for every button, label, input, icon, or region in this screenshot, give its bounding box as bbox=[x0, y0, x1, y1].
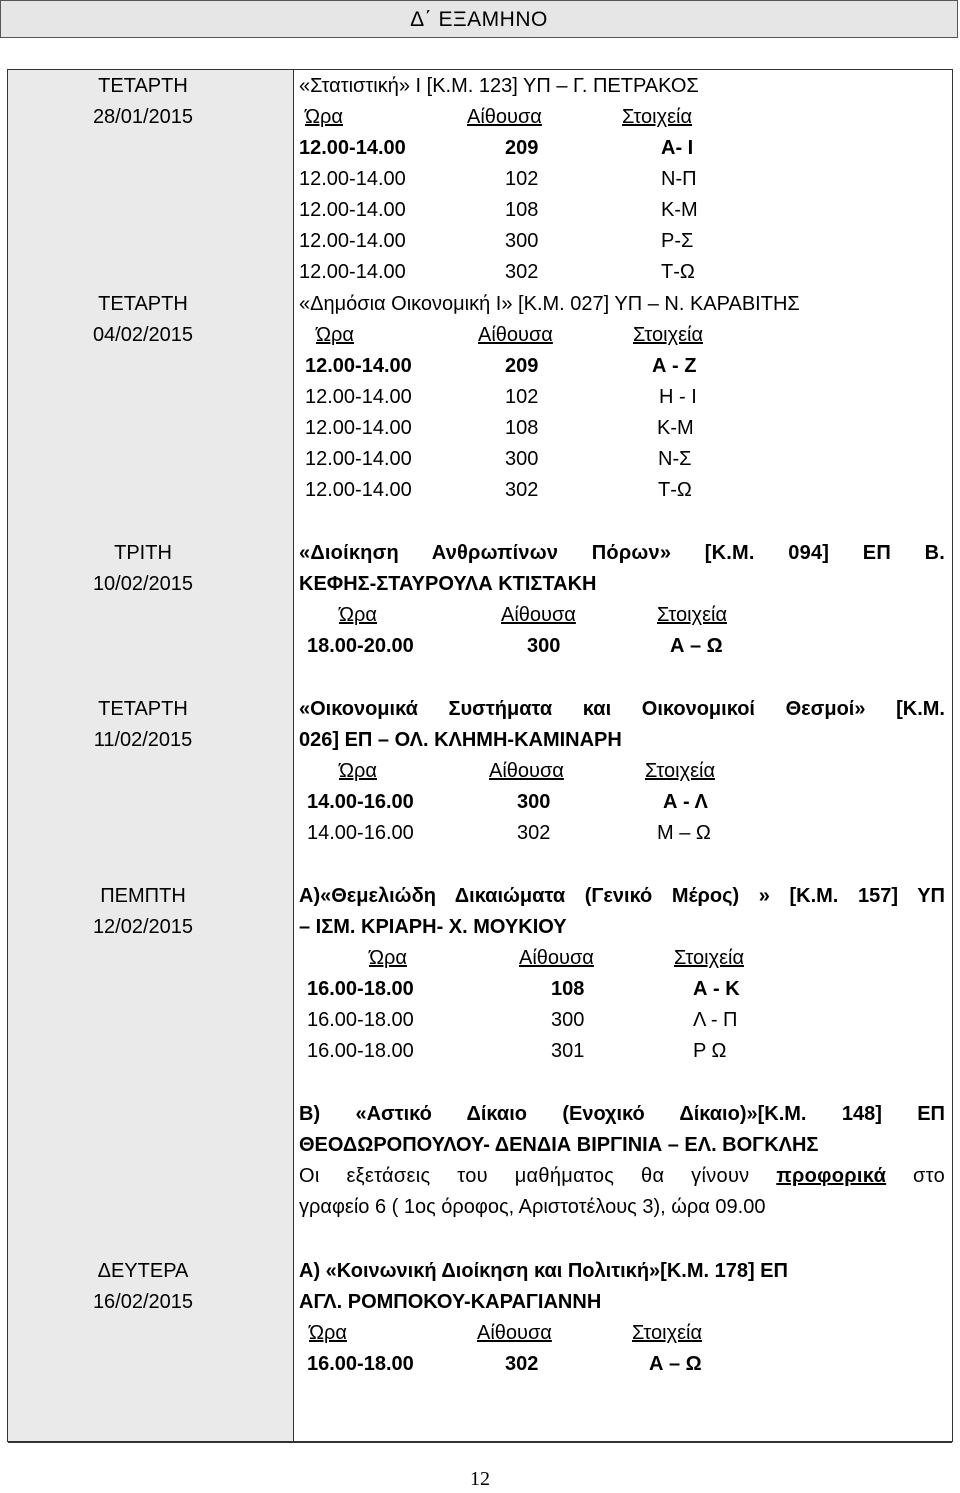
time-cell: 12.00-14.00 bbox=[305, 448, 412, 470]
date-cell bbox=[0, 71, 286, 133]
exam-title: Α)«Θεμελιώδη Δικαιώματα (Γενικό Μέρος) » [Κ.Μ. 157] ΥΠ bbox=[299, 885, 945, 907]
letters-cell: Α – Ω bbox=[670, 635, 723, 657]
room-cell: 209 bbox=[505, 137, 539, 159]
table-row bbox=[299, 351, 945, 382]
table-row bbox=[299, 475, 945, 506]
table-bottom-border bbox=[8, 1442, 952, 1443]
letters-header: Στοιχεία bbox=[657, 604, 728, 626]
room-cell: 300 bbox=[517, 791, 551, 813]
time-header: Ώρα bbox=[339, 760, 377, 782]
time-cell: 16.00-18.00 bbox=[307, 978, 414, 1000]
letters-cell: Α- Ι bbox=[661, 137, 694, 159]
room-cell: 102 bbox=[505, 386, 539, 408]
letters-cell: Α - Ζ bbox=[652, 355, 697, 377]
room-header: Αίθουσα bbox=[477, 1322, 552, 1344]
time-cell: 12.00-14.00 bbox=[305, 386, 412, 408]
table-row bbox=[299, 631, 945, 662]
date-value: 10/02/2015 bbox=[92, 573, 194, 595]
letters-cell: Η - Ι bbox=[659, 386, 697, 408]
date-value: 11/02/2015 bbox=[93, 729, 193, 751]
date-cell bbox=[0, 694, 286, 756]
date-cell bbox=[0, 1256, 286, 1318]
letters-cell: Ρ Ω bbox=[693, 1040, 727, 1062]
note-text: στο bbox=[913, 1165, 945, 1187]
letters-cell: Τ-Ω bbox=[661, 261, 695, 283]
column-headers bbox=[299, 102, 945, 133]
room-header: Αίθουσα bbox=[478, 324, 553, 346]
exam-title-continued: 026] ΕΠ – ΟΛ. ΚΛΗΜΗ-ΚΑΜΙΝΑΡΗ bbox=[299, 729, 622, 751]
date-value: 12/02/2015 bbox=[92, 916, 194, 938]
date-cell bbox=[0, 538, 286, 600]
day-name: ΤΕΤΑΡΤΗ bbox=[98, 75, 188, 97]
date-value: 16/02/2015 bbox=[92, 1291, 194, 1313]
page-number: 12 bbox=[470, 1468, 490, 1490]
room-header: Αίθουσα bbox=[501, 604, 576, 626]
note-text: Οι εξετάσεις του μαθήματος θα γίνουν bbox=[299, 1165, 750, 1187]
exam-title: «Διοίκηση Ανθρωπίνων Πόρων» [Κ.Μ. 094] ΕΠ Β. bbox=[299, 542, 945, 564]
letters-cell: Ρ-Σ bbox=[661, 230, 694, 252]
table-row bbox=[299, 195, 945, 226]
column-headers bbox=[299, 1318, 945, 1349]
room-cell: 302 bbox=[517, 822, 551, 844]
column-headers bbox=[299, 600, 945, 631]
table-row bbox=[299, 382, 945, 413]
day-name: ΠΕΜΠΤΗ bbox=[100, 885, 186, 907]
day-name: ΤΕΤΑΡΤΗ bbox=[98, 698, 188, 720]
room-header: Αίθουσα bbox=[489, 760, 564, 782]
time-header: Ώρα bbox=[369, 947, 407, 969]
time-header: Ώρα bbox=[309, 1322, 347, 1344]
time-cell: 14.00-16.00 bbox=[307, 822, 414, 844]
exam-entry-hr bbox=[299, 538, 945, 662]
date-cell bbox=[0, 881, 286, 943]
exam-title-continued: ΑΓΛ. ΡΟΜΠΟΚΟΥ-ΚΑΡΑΓΙΑΝΝΗ bbox=[299, 1291, 602, 1313]
exam-entry-civil-law bbox=[299, 1099, 945, 1223]
time-cell: 16.00-18.00 bbox=[307, 1009, 414, 1031]
column-headers bbox=[299, 756, 945, 787]
day-name: ΔΕΥΤΕΡΑ bbox=[97, 1260, 189, 1282]
room-cell: 102 bbox=[505, 168, 539, 190]
oral-exam-emphasis: προφορικά bbox=[776, 1165, 887, 1187]
date-cell bbox=[0, 289, 286, 351]
exam-title: Β) «Αστικό Δίκαιο (Ενοχικό Δίκαιο)»[Κ.Μ. 148] ΕΠ bbox=[299, 1103, 945, 1125]
exam-entry-statistics bbox=[299, 71, 945, 288]
time-cell: 14.00-16.00 bbox=[307, 791, 414, 813]
letters-cell: Κ-Μ bbox=[661, 199, 698, 221]
table-row bbox=[299, 974, 945, 1005]
letters-cell: Ν-Π bbox=[661, 168, 697, 190]
column-headers bbox=[299, 943, 945, 974]
letters-cell: Α - Λ bbox=[663, 791, 708, 813]
table-row bbox=[299, 818, 945, 849]
room-cell: 300 bbox=[505, 448, 539, 470]
exam-title: «Οικονομικά Συστήματα και Οικονομικοί Θεσμοί» [Κ.Μ. bbox=[299, 698, 945, 720]
letters-cell: Λ - Π bbox=[693, 1009, 738, 1031]
exam-entry-fundamental-rights bbox=[299, 881, 945, 1067]
time-cell: 12.00-14.00 bbox=[299, 261, 406, 283]
date-value: 04/02/2015 bbox=[92, 324, 194, 346]
letters-header: Στοιχεία bbox=[622, 106, 693, 128]
exam-title: «Δημόσια Οικονομική Ι» [Κ.Μ. 027] ΥΠ – Ν. ΚΑΡΑΒΙΤΗΣ bbox=[299, 293, 800, 315]
letters-cell: Κ-Μ bbox=[657, 417, 694, 439]
table-row bbox=[299, 444, 945, 475]
time-cell: 18.00-20.00 bbox=[307, 635, 414, 657]
letters-cell: Μ – Ω bbox=[657, 822, 711, 844]
exam-title-continued: ΘΕΟΔΩΡΟΠΟΥΛΟΥ- ΔΕΝΔΙΑ ΒΙΡΓΙΝΙΑ – ΕΛ. ΒΟΓΚΛΗΣ bbox=[299, 1134, 819, 1156]
column-headers bbox=[299, 320, 945, 351]
time-header: Ώρα bbox=[305, 106, 343, 128]
day-name: ΤΕΤΑΡΤΗ bbox=[98, 293, 188, 315]
room-cell: 302 bbox=[505, 261, 539, 283]
exam-entry-social-administration bbox=[299, 1256, 945, 1380]
room-header: Αίθουσα bbox=[467, 106, 542, 128]
exam-note-continued: γραφείο 6 ( 1ος όροφος, Αριστοτέλους 3), ώρα 09.00 bbox=[299, 1196, 766, 1218]
room-cell: 302 bbox=[505, 479, 539, 501]
time-cell: 12.00-14.00 bbox=[305, 479, 412, 501]
letters-cell: Τ-Ω bbox=[658, 479, 692, 501]
table-row bbox=[299, 413, 945, 444]
time-cell: 16.00-18.00 bbox=[307, 1040, 414, 1062]
room-cell: 108 bbox=[551, 978, 585, 1000]
exam-title: Α) «Κοινωνική Διοίκηση και Πολιτική»[Κ.Μ. 178] ΕΠ bbox=[299, 1260, 788, 1282]
exam-note bbox=[299, 1161, 945, 1192]
room-cell: 302 bbox=[505, 1353, 539, 1375]
room-cell: 300 bbox=[505, 230, 539, 252]
time-header: Ώρα bbox=[339, 604, 377, 626]
letters-cell: Ν-Σ bbox=[658, 448, 692, 470]
room-cell: 300 bbox=[551, 1009, 585, 1031]
day-name: ΤΡΙΤΗ bbox=[114, 542, 172, 564]
exam-title: «Στατιστική» Ι [Κ.Μ. 123] ΥΠ – Γ. ΠΕΤΡΑΚΟΣ bbox=[299, 75, 699, 97]
room-header: Αίθουσα bbox=[519, 947, 594, 969]
time-cell: 12.00-14.00 bbox=[305, 355, 412, 377]
time-cell: 12.00-14.00 bbox=[299, 199, 406, 221]
letters-header: Στοιχεία bbox=[674, 947, 745, 969]
time-cell: 12.00-14.00 bbox=[305, 417, 412, 439]
time-header: Ώρα bbox=[316, 324, 354, 346]
table-row bbox=[299, 1005, 945, 1036]
table-row bbox=[299, 164, 945, 195]
room-cell: 300 bbox=[527, 635, 561, 657]
exam-entry-economic-systems bbox=[299, 694, 945, 849]
table-row bbox=[299, 1349, 945, 1380]
letters-cell: Α - Κ bbox=[693, 978, 740, 1000]
time-cell: 12.00-14.00 bbox=[299, 137, 406, 159]
room-cell: 108 bbox=[505, 199, 539, 221]
room-cell: 108 bbox=[505, 417, 539, 439]
room-cell: 301 bbox=[551, 1040, 585, 1062]
time-cell: 12.00-14.00 bbox=[299, 230, 406, 252]
table-row bbox=[299, 133, 945, 164]
table-row bbox=[299, 1036, 945, 1067]
room-cell: 209 bbox=[505, 355, 539, 377]
exam-title-continued: – ΙΣΜ. ΚΡΙΑΡΗ- Χ. ΜΟΥΚΙΟΥ bbox=[299, 916, 567, 938]
time-cell: 12.00-14.00 bbox=[299, 168, 406, 190]
exam-entry-public-economics bbox=[299, 289, 945, 506]
letters-cell: Α – Ω bbox=[649, 1353, 702, 1375]
table-row bbox=[299, 226, 945, 257]
table-row bbox=[299, 257, 945, 288]
letters-header: Στοιχεία bbox=[645, 760, 716, 782]
letters-header: Στοιχεία bbox=[632, 1322, 703, 1344]
table-row bbox=[299, 787, 945, 818]
semester-title: Δ΄ ΕΞΑΜΗΝΟ bbox=[0, 0, 958, 38]
time-cell: 16.00-18.00 bbox=[307, 1353, 414, 1375]
exam-title-continued: ΚΕΦΗΣ-ΣΤΑΥΡΟΥΛΑ ΚΤΙΣΤΑΚΗ bbox=[299, 573, 597, 595]
date-value: 28/01/2015 bbox=[92, 106, 194, 128]
letters-header: Στοιχεία bbox=[633, 324, 704, 346]
